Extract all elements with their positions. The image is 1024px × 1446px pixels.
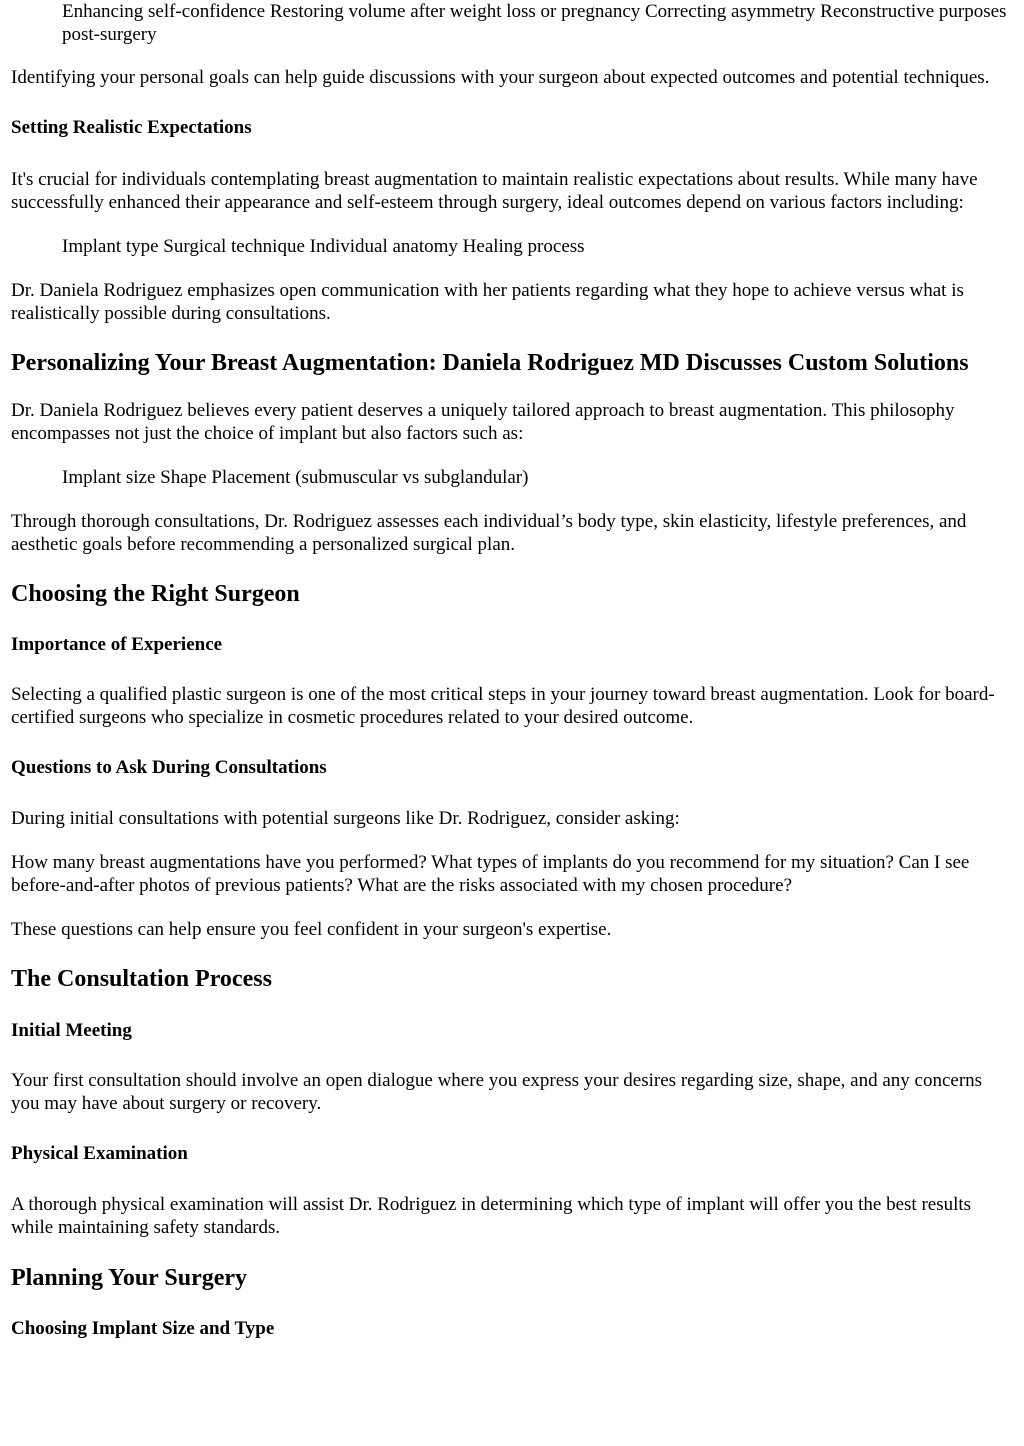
section-heading-consultation: The Consultation Process bbox=[11, 966, 272, 992]
questions-list: How many breast augmentations have you performed? What types of implants do you recommend for my situation? Can I see before-and-after photos of previous patients? What are the risks associated with my chosen procedure? bbox=[11, 852, 970, 896]
expectations-paragraph: It's crucial for individuals contemplating breast augmentation to maintain realistic expectations about results. While many have successfully enhanced their appearance and self-esteem through surgery, ideal outcomes depend on various factors including: bbox=[11, 169, 978, 213]
experience-paragraph: Selecting a qualified plastic surgeon is one of the most critical steps in your journey toward breast augmentation. Look for board-certified surgeons who specialize in cosmetic procedures related to your desired outcome. bbox=[11, 684, 995, 728]
subheading-initial-meeting: Initial Meeting bbox=[11, 1020, 132, 1041]
expectations-factors-list: Implant type Surgical technique Individual anatomy Healing process bbox=[62, 236, 585, 257]
personalizing-paragraph: Dr. Daniela Rodriguez believes every patient deserves a uniquely tailored approach to breast augmentation. This philosophy encompasses not just the choice of implant but also factors such as: bbox=[11, 400, 955, 444]
physical-exam-paragraph: A thorough physical examination will assist Dr. Rodriguez in determining which type of implant will offer you the best results while maintaining safety standards. bbox=[11, 1194, 972, 1238]
questions-paragraph: During initial consultations with potential surgeons like Dr. Rodriguez, consider asking: bbox=[11, 808, 680, 829]
subheading-physical-exam: Physical Examination bbox=[11, 1143, 188, 1164]
section-heading-choosing-surgeon: Choosing the Right Surgeon bbox=[11, 581, 300, 607]
section-heading-expectations: Setting Realistic Expectations bbox=[11, 117, 252, 138]
subheading-experience: Importance of Experience bbox=[11, 634, 223, 655]
intro-reasons-list: Enhancing self-confidence Restoring volume after weight loss or pregnancy Correcting asymmetry Reconstructive purposes post-surgery bbox=[62, 1, 1007, 45]
expectations-paragraph-2: Dr. Daniela Rodriguez emphasizes open communication with her patients regarding what they hope to achieve versus what is realistically possible during consultations. bbox=[11, 280, 964, 324]
section-heading-planning: Planning Your Surgery bbox=[11, 1265, 248, 1291]
personalizing-paragraph-2: Through thorough consultations, Dr. Rodriguez assesses each individual’s body type, skin elasticity, lifestyle preferences, and aesthetic goals before recommending a personalized surgical plan. bbox=[11, 511, 967, 555]
subheading-implant-size-type: Choosing Implant Size and Type bbox=[11, 1318, 275, 1339]
subheading-questions: Questions to Ask During Consultations bbox=[11, 757, 327, 778]
initial-meeting-paragraph: Your first consultation should involve an open dialogue where you express your desires regarding size, shape, and any concerns you may have about surgery or recovery. bbox=[11, 1070, 983, 1114]
questions-paragraph-2: These questions can help ensure you feel confident in your surgeon's expertise. bbox=[11, 919, 612, 940]
section-heading-personalizing: Personalizing Your Breast Augmentation: Daniela Rodriguez MD Discusses Custom Solutions bbox=[11, 350, 969, 376]
intro-paragraph: Identifying your personal goals can help guide discussions with your surgeon about expected outcomes and potential techniques. bbox=[11, 67, 990, 88]
personalizing-factors-list: Implant size Shape Placement (submuscular vs subglandular) bbox=[62, 467, 529, 488]
